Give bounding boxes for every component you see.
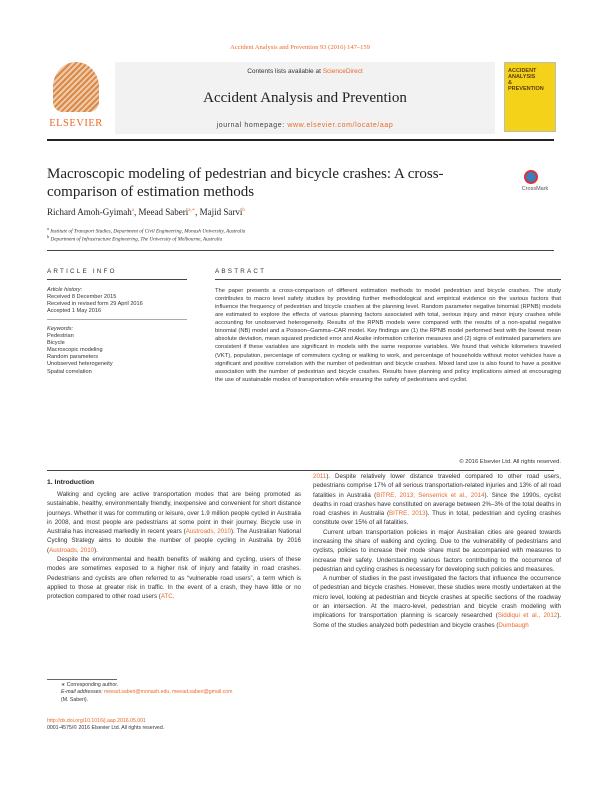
citation-link[interactable]: BITRE, 2013	[389, 510, 426, 518]
citation-link[interactable]: Dumbaugh	[498, 621, 529, 629]
citation-link[interactable]: Austroads, 2010	[49, 546, 95, 554]
keyword: Spatial correlation	[47, 368, 92, 375]
keyword: Bicycle	[47, 340, 65, 347]
article-title: Macroscopic modeling of pedestrian and bicycle crashes: A cross-comparison of estimation methods	[47, 166, 444, 200]
corresponding-author-note: ∗ Corresponding author.	[61, 682, 119, 688]
citation-link[interactable]: ATC,	[160, 593, 175, 601]
paragraph-text: Despite the environmental and health benefits of walking and cycling, users of these modes are sometimes exposed to a higher risk of injury and fatality in road crashes. Pedestrians and cyclists are often referred to as “vulnerable road users”, a term which is applied to those at greater risk in traffic. In the event of a crash, they have little or no protection compared to other road users (	[47, 555, 301, 601]
citation-link[interactable]: Austroads, 2010	[185, 528, 231, 536]
abstract-copyright: © 2016 Elsevier Ltd. All rights reserved.	[459, 459, 561, 465]
homepage-link[interactable]: www.elsevier.com/locate/aap	[287, 122, 394, 129]
cover-title-line: PREVENTION	[508, 86, 544, 92]
affiliation: $^a$ Institute of Transport Studies, Department of Civil Engineering, Monash University, Australia	[47, 226, 246, 235]
author-name[interactable]: Majid Sarvi	[199, 207, 243, 217]
paragraph-text: Current urban transportation policies in major Australian cities are geared towards increasing the share of walking and cycling. Due to the vulnerability of pedestrians and cyclists, policies to increase their mode share must be accompanied with measures to increase their safety. Understanding various factors contributing to the occurrence of pedestrian and cycling crashes is necessary for developing such policies and measures.	[313, 528, 561, 573]
email-link[interactable]: meead.saberi@monash.edu, meead.saberi@gmail.com	[103, 689, 233, 696]
paragraph-text: A number of studies in the past investigated the factors that influence the occurrence of pedestrian and bicycle crashes. However, these studies were mostly undertaken at the micro level, looking at pedestrian and bicycle crashes at specific sections of the roadway or an intersection. At the macro-level, pedestrian and bicycle crash modeling with implications for transportation planning is scarcely researched (	[313, 575, 561, 620]
crossmark-icon	[524, 170, 538, 184]
crossmark-badge[interactable]	[512, 170, 558, 194]
journal-homepage: journal homepage: www.elsevier.com/locate/aap	[216, 122, 394, 129]
history-item: Accepted 1 May 2016	[47, 308, 102, 315]
crossmark-label: CrossMark	[521, 186, 549, 192]
paragraph-text: ). Some of the studies analyzed both pedestrian and bicycle crashes (	[313, 612, 561, 629]
paragraph	[47, 490, 301, 555]
keyword: Macroscopic modeling	[47, 347, 103, 354]
history-item: Received in revised form 29 April 2016	[47, 301, 143, 308]
author-list: Richard Amoh-Gyimah$^a$, Meead Saberi$^{a,∗}$, Majid Sarvi$^b$	[47, 207, 245, 217]
email-note: E-mail addresses: meead.saberi@monash.edu, meead.saberi@gmail.com	[61, 689, 233, 696]
history-item: Received 8 December 2015	[47, 294, 117, 301]
paragraph-text: Walking and cycling are active transportation modes that are being promoted as sustainable, healthy, environmentally friendly, inexpensive and convenient for short distance journeys. Whether it was for commuting or leisure, over 1.9 million people cycled in Australia in 2008, and most people are pedestrians at some point in their journey. Bicycle use in Australia has increased markedly in recent years (	[47, 491, 301, 536]
footnote-divider	[47, 679, 117, 680]
contents-line: Contents lists available at ScienceDirect	[247, 68, 363, 75]
cover-title-line: &	[508, 80, 512, 86]
article-info-heading: ARTICLE INFO	[47, 268, 117, 275]
keyword: Unobserved heterogeneity	[47, 361, 113, 368]
citation-link[interactable]: BITRE, 2013; Senserrick et al., 2014	[376, 491, 485, 499]
body-column-left	[47, 490, 301, 601]
journal-banner	[115, 62, 495, 134]
doi-link[interactable]: http://dx.doi.org/10.1016/j.aap.2016.05.001	[47, 718, 146, 724]
citation-link[interactable]: Siddiqui et al., 2012	[497, 612, 558, 620]
sciencedirect-link[interactable]: ScienceDirect	[322, 68, 363, 75]
keyword: Random parameters	[47, 354, 98, 361]
journal-header	[47, 58, 554, 136]
paragraph-text: ). Thus in total, pedestrian and cycling crashes constitute over 15% of all fatalities.	[313, 510, 561, 527]
author-name[interactable]: Richard Amoh-Gyimah	[47, 207, 132, 217]
issn-line: 0001-4575/© 2016 Elsevier Ltd. All rights reserved.	[47, 725, 165, 732]
article-history: Article history: Received 8 December 2015 Received in revised form 29 April 2016 Accepted 1 May 2016	[47, 287, 187, 315]
keywords: Keywords: Pedestrian Bicycle Macroscopic modeling Random parameters Unobserved heterogeneity Spatial correlation	[47, 326, 187, 376]
footnotes	[47, 682, 307, 704]
article-info-separator	[47, 319, 187, 320]
paragraph-text: ). Since the 1990s, cyclist deaths in road crashes have constituted on average between 2%–3% of the total deaths in road crashes in Australia (	[313, 491, 561, 518]
author-name[interactable]: Meead Saberi	[138, 207, 189, 217]
cover-title-line: ACCIDENT	[508, 68, 537, 74]
paragraph	[313, 574, 561, 630]
article-info-divider	[47, 279, 187, 280]
paragraph	[313, 528, 561, 574]
paragraph-text: ). The Australian National Cycling Strategy aims to double the number of people cycling in Australia by 2016 (	[47, 528, 301, 554]
abstract-divider	[215, 279, 561, 280]
elsevier-logo	[47, 62, 105, 134]
journal-citation[interactable]: Accident Analysis and Prevention 93 (2016) 147–159	[230, 44, 370, 51]
paragraph	[47, 555, 301, 601]
body-column-right	[313, 472, 561, 630]
publication-info	[47, 718, 307, 733]
cover-title-line: ANALYSIS	[508, 74, 536, 80]
section-divider	[47, 470, 554, 471]
section-divider	[47, 250, 554, 251]
paragraph-text: ). Despite relatively lower distance traveled compared to other road users, pedestrians comprise 17% of all serious transportation-related injuries and 13% of all road fatalities in Australia (	[313, 473, 561, 499]
journal-cover-image	[504, 62, 556, 132]
abstract-text: The paper presents a cross-comparison of different estimation methods to model pedestrian and bicycle crashes. The study contributes to macro level safety studies by providing further methodological and empirical evidence on the various factors that influence the frequency of pedestrian and bicycle crashes at the planning level. Random parameter negative binomial (RPNB) models are estimated to explore the effects of various planning factors associated with total, serious injury and minor injury crashes while accounting for unobserved heterogeneity. Results of the RPNB models were compared with the results of a non-spatial negative binomial (NB) model and a Poisson–Gamma–CAR model. Key findings are (1) the RPNB model performed best with the lowest mean absolute deviation, mean squared predicted error and Akaike information criterion measures and (2) signs of estimated parameters are consistent if these variables are significant in models with the same response variables. We found that vehicle kilometers traveled (VKT), population, percentage of commuters cycling or walking to work, and percentage of households without motor vehicles have a significant and positive correlation with the number of pedestrian and bicycle crashes. Mixed land use is also found to have a positive association with the number of pedestrian and bicycle crashes. Results have planning and policy implications aimed at encouraging the use of sustainable modes of transportation while ensuring the safety of pedestrians and cyclist.	[215, 288, 561, 383]
elsevier-tree-icon	[53, 62, 99, 112]
abstract-heading: ABSTRACT	[215, 268, 267, 275]
paragraph-text: ).	[94, 546, 98, 554]
cover-title	[508, 68, 544, 92]
email-suffix: (M. Saberi).	[61, 696, 89, 703]
elsevier-wordmark: ELSEVIER	[49, 118, 103, 129]
paragraph	[313, 472, 561, 528]
keyword: Pedestrian	[47, 333, 74, 340]
citation-link[interactable]: 2011	[313, 473, 327, 480]
header-divider	[47, 139, 554, 141]
journal-name: Accident Analysis and Prevention	[203, 90, 407, 106]
affiliation: $^b$ Department of Infrastructure Engineering, The University of Melbourne, Australia	[47, 234, 223, 243]
section-heading: 1. Introduction	[47, 479, 95, 486]
